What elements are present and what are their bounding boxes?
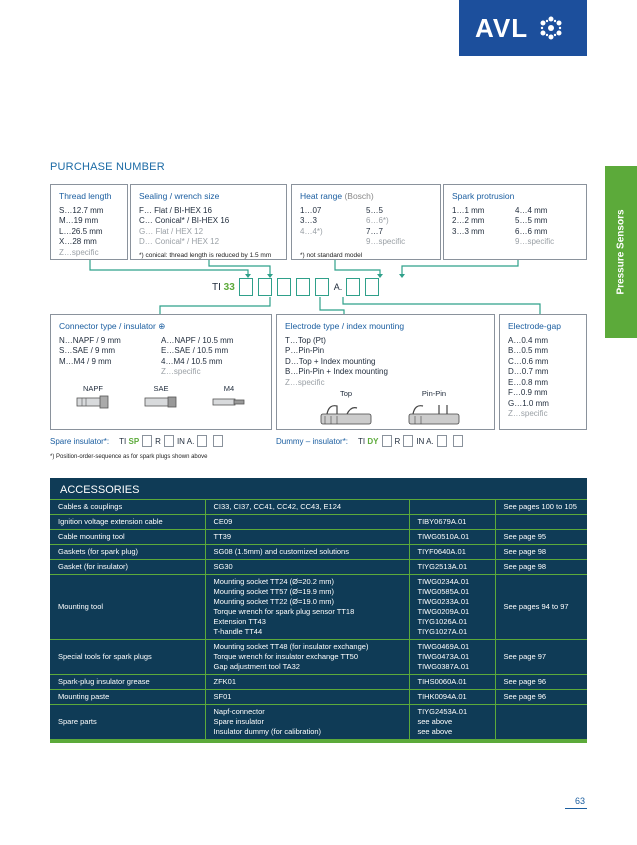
connector-item: M…M4 / 9 mm: [59, 356, 112, 366]
connector-item: N…NAPF / 9 mm: [59, 335, 121, 345]
table-row: [50, 530, 587, 545]
heat-range-box: [291, 184, 441, 260]
accessory-reference: See page 98: [495, 560, 587, 575]
table-row: [50, 575, 587, 640]
connector-item: Z…specific: [161, 367, 201, 376]
page-number: 63: [575, 796, 586, 806]
table-row: [50, 640, 587, 675]
accessory-code: [409, 575, 495, 640]
accessory-description: [205, 530, 409, 545]
accessory-code-line: see above: [417, 717, 453, 726]
table-row: [50, 560, 587, 575]
electrode-pic-top: Top: [317, 389, 375, 431]
electrode-title: Electrode type / index mounting: [285, 321, 405, 331]
sealing-item: C… Conical* / BI-HEX 16: [139, 216, 230, 225]
accessory-reference: See pages 94 to 97: [495, 575, 587, 640]
accessory-code: [409, 560, 495, 575]
accessory-description-line: Mounting socket TT22 (Ø=19.0 mm): [213, 597, 335, 606]
accessory-code: [409, 705, 495, 740]
accessory-reference: [495, 515, 587, 530]
logo-mark-icon: [538, 15, 564, 41]
code-slot[interactable]: [403, 435, 413, 447]
accessory-code-line: TIHK0094A.01: [417, 692, 467, 701]
thread-item: Z…specific: [59, 247, 99, 257]
section-side-tab[interactable]: [605, 166, 637, 338]
spark-item: 2…2 mm: [452, 216, 485, 225]
gap-item: Z…specific: [508, 409, 548, 418]
code-prefix: TI 33: [212, 281, 235, 293]
sealing-item: G… Flat / HEX 12: [139, 226, 204, 236]
accessory-code: [409, 500, 495, 515]
gap-title: Electrode-gap: [508, 321, 561, 331]
thread-item: X…28 mm: [59, 237, 97, 246]
accessory-description: [205, 690, 409, 705]
dummy-insulator-code: Dummy – insulator*: TI DY R IN A.: [276, 435, 466, 447]
accessory-reference: See pages 100 to 105: [495, 500, 587, 515]
heat-item: 4…4*): [300, 226, 323, 236]
connector-item: A…NAPF / 10.5 mm: [161, 335, 234, 345]
electrode-pic-pinpin: Pin-Pin: [405, 389, 463, 431]
table-row: [50, 500, 587, 515]
accessory-description-line: TT39: [213, 532, 232, 541]
accessory-name: Gaskets (for spark plug): [50, 545, 205, 560]
accessory-code: [409, 530, 495, 545]
accessory-description-line: T-handle TT44: [213, 627, 263, 636]
accessories-table: [50, 478, 587, 743]
accessory-name: Ignition voltage extension cable: [50, 515, 205, 530]
accessory-description: [205, 640, 409, 675]
accessory-reference: [495, 705, 587, 740]
thread-length-title: Thread length: [59, 191, 112, 201]
accessory-description: [205, 515, 409, 530]
accessory-code-line: TIYG1027A.01: [417, 627, 468, 636]
accessory-description-line: Extension TT43: [213, 617, 266, 626]
m4-connector-icon: [212, 394, 246, 410]
accessory-description-line: Torque wrench for insulator exchange TT50: [213, 652, 359, 661]
sae-connector-icon: [144, 394, 178, 410]
accessory-code-line: see above: [417, 727, 453, 736]
accessory-description: [205, 705, 409, 740]
sealing-box: [130, 184, 287, 260]
spark-item: 9…specific: [515, 237, 555, 246]
gap-item: E…0.8 mm: [508, 377, 549, 387]
accessory-reference: See page 97: [495, 640, 587, 675]
code-slot[interactable]: [277, 278, 291, 296]
accessory-code-line: TIWG0469A.01: [417, 642, 470, 651]
spark-protrusion-box: [443, 184, 587, 260]
accessory-description-line: SG30: [213, 562, 233, 571]
electrode-item: P…Pin-Pin: [285, 346, 325, 355]
accessory-name: Mounting tool: [50, 575, 205, 640]
accessory-name: Spare parts: [50, 705, 205, 740]
accessory-description-line: Insulator dummy (for calibration): [213, 727, 322, 736]
accessory-description-line: Spare insulator: [213, 717, 264, 726]
side-tab-label: Pressure Sensors: [615, 209, 627, 295]
table-row: [50, 515, 587, 530]
electrode-item: D…Top + Index mounting: [285, 356, 376, 366]
heat-item: 5…5: [366, 205, 383, 215]
connector-pic-sae: SAE: [144, 384, 178, 414]
accessory-code-line: TIWG0387A.01: [417, 662, 470, 671]
footnote: *) Position-order-sequence as for spark plugs shown above: [50, 454, 208, 460]
accessory-code: [409, 640, 495, 675]
accessory-code-line: TIHS0060A.01: [417, 677, 467, 686]
accessory-code-line: TIWG0473A.01: [417, 652, 470, 661]
accessory-description: [205, 545, 409, 560]
code-slot[interactable]: [258, 278, 272, 296]
heat-item: 1…07: [300, 205, 322, 215]
accessory-code-line: TIWG0510A.01: [417, 532, 470, 541]
accessory-code-line: TIBY0679A.01: [417, 517, 467, 526]
code-slot[interactable]: [142, 435, 152, 447]
accessory-description-line: CE09: [213, 517, 233, 526]
connector-box: [50, 314, 272, 430]
accessory-code: [409, 675, 495, 690]
purchase-code-row: [212, 278, 384, 296]
electrode-item: Z…specific: [285, 377, 325, 387]
accessory-name: Mounting paste: [50, 690, 205, 705]
page-number-rule: [565, 808, 587, 809]
heat-item: 3…3: [300, 216, 317, 225]
section-title: PURCHASE NUMBER: [50, 161, 165, 173]
heat-item: 6…6*): [366, 216, 389, 225]
gap-item: C…0.6 mm: [508, 356, 549, 366]
gap-item: A…0.4 mm: [508, 335, 549, 345]
thread-item: L…26.5 mm: [59, 226, 103, 236]
electrode-gap-box: [499, 314, 587, 430]
accessory-description-line: Mounting socket TT24 (Ø=20.2 mm): [213, 577, 335, 586]
accessory-name: Cable mounting tool: [50, 530, 205, 545]
napf-connector-icon: [76, 394, 110, 410]
gap-item: D…0.7 mm: [508, 367, 549, 376]
code-slot[interactable]: [197, 435, 207, 447]
connector-pic-m4: M4: [212, 384, 246, 414]
sealing-note: *) conical: thread length is reduced by 1.5 mm: [139, 251, 272, 259]
heat-range-title: Heat range (Bosch): [300, 191, 374, 201]
accessory-name: Gasket (for insulator): [50, 560, 205, 575]
accessory-description-line: SG08 (1.5mm) and customized solutions: [213, 547, 349, 556]
avl-logo: [459, 0, 587, 56]
accessory-code-line: TIWG0585A.01: [417, 587, 470, 596]
electrode-box: [276, 314, 495, 430]
accessory-code: [409, 545, 495, 560]
accessory-reference: See page 96: [495, 675, 587, 690]
thread-item: S…12.7 mm: [59, 205, 104, 215]
connector-item: E…SAE / 10.5 mm: [161, 346, 229, 355]
accessory-code-line: TIYG2453A.01: [417, 707, 468, 716]
connector-item: 4…M4 / 10.5 mm: [161, 356, 223, 366]
accessory-description-line: Mounting socket TT57 (Ø=19.9 mm): [213, 587, 335, 596]
connector-title: Connector type / insulator ⊕: [59, 321, 166, 331]
heat-item: 7…7: [366, 226, 383, 236]
accessory-reference: See page 98: [495, 545, 587, 560]
table-row: [50, 675, 587, 690]
spark-item: 1…1 mm: [452, 205, 485, 215]
gap-item: G…1.0 mm: [508, 398, 549, 408]
accessory-description-line: CI33, CI37, CC41, CC42, CC43, E124: [213, 502, 342, 511]
accessory-description-line: SF01: [213, 692, 232, 701]
accessory-reference: See page 95: [495, 530, 587, 545]
accessory-description: [205, 500, 409, 515]
spare-insulator-code: Spare insulator*: TI SP R IN A.: [50, 435, 226, 447]
connector-item: S…SAE / 9 mm: [59, 346, 116, 355]
top-electrode-icon: [317, 400, 375, 428]
table-row: [50, 545, 587, 560]
thread-item: M…19 mm: [59, 216, 99, 225]
code-mid: A.: [333, 282, 343, 292]
spark-item: 5…5 mm: [515, 216, 548, 225]
accessories-grid: [50, 500, 587, 740]
accessory-description-line: Gap adjustment tool TA32: [213, 662, 300, 671]
code-slot[interactable]: [164, 435, 174, 447]
accessory-name: Special tools for spark plugs: [50, 640, 205, 675]
sealing-title: Sealing / wrench size: [139, 191, 220, 201]
code-slot[interactable]: [453, 435, 463, 447]
code-slot[interactable]: [296, 278, 310, 296]
accessory-code-line: TIWG0209A.01: [417, 607, 470, 616]
spark-title: Spark protrusion: [452, 191, 515, 201]
sealing-item: D… Conical* / HEX 12: [139, 237, 220, 246]
table-row: [50, 705, 587, 740]
accessory-code: [409, 690, 495, 705]
accessory-code-line: TIYG2513A.01: [417, 562, 468, 571]
accessory-description-line: Mounting socket TT48 (for insulator exchange): [213, 642, 369, 651]
accessory-code-line: TIWG0234A.01: [417, 577, 470, 586]
spark-item: 3…3 mm: [452, 226, 485, 236]
accessory-code-line: TIWG0233A.01: [417, 597, 470, 606]
logo-text: AVL: [475, 12, 529, 43]
accessory-code-line: TIYF0640A.01: [417, 547, 466, 556]
accessory-description: [205, 560, 409, 575]
thread-length-box: [50, 184, 128, 260]
code-slot[interactable]: [346, 278, 360, 296]
heat-item: 9…specific: [366, 237, 406, 246]
spark-item: 6…6 mm: [515, 226, 548, 236]
gap-item: B…0.5 mm: [508, 346, 549, 355]
heat-note: *) not standard model: [300, 251, 363, 259]
code-slot[interactable]: [315, 278, 329, 296]
code-slot[interactable]: [365, 278, 379, 296]
code-slot[interactable]: [437, 435, 447, 447]
code-slot[interactable]: [239, 278, 253, 296]
accessory-name: Cables & couplings: [50, 500, 205, 515]
spark-item: 4…4 mm: [515, 205, 548, 215]
sealing-item: F… Flat / BI-HEX 16: [139, 205, 212, 215]
connector-pic-napf: NAPF: [76, 384, 110, 414]
table-row: [50, 690, 587, 705]
accessory-reference: See page 96: [495, 690, 587, 705]
code-slot[interactable]: [213, 435, 223, 447]
accessory-description-line: Napf-connector: [213, 707, 265, 716]
accessory-code-line: TIYG1026A.01: [417, 617, 468, 626]
accessory-description: [205, 575, 409, 640]
electrode-item: B…Pin-Pin + Index mounting: [285, 367, 388, 376]
accessory-code: [409, 515, 495, 530]
accessory-description-line: ZFK01: [213, 677, 237, 686]
code-slot[interactable]: [382, 435, 392, 447]
electrode-item: T…Top (Pt): [285, 335, 326, 345]
pinpin-electrode-icon: [405, 400, 463, 428]
accessory-description: [205, 675, 409, 690]
accessory-name: Spark-plug insulator grease: [50, 675, 205, 690]
gap-item: F…0.9 mm: [508, 388, 548, 397]
accessory-description-line: Torque wrench for spark plug sensor TT18: [213, 607, 355, 616]
accessories-title: ACCESSORIES: [50, 478, 587, 500]
